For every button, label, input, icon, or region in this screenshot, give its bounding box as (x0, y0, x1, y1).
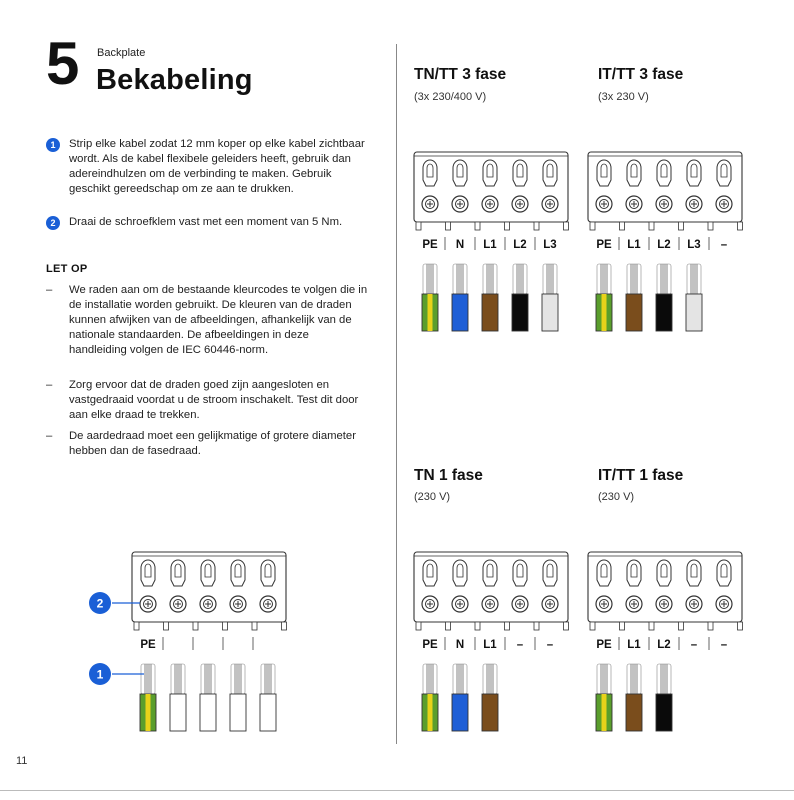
terminal-tab (416, 622, 421, 630)
terminal-label: – (516, 639, 524, 651)
terminal-label: PE (140, 639, 156, 651)
config-title: IT/TT 1 fase (598, 467, 684, 484)
terminal-label: L3 (543, 239, 557, 251)
earth-wire-stripe (428, 294, 433, 331)
wire-insulation (170, 694, 186, 731)
terminal-tab (446, 222, 451, 230)
wire-core-outline (423, 264, 437, 294)
clamp-inner-icon (205, 564, 211, 577)
terminal-tab (679, 622, 684, 630)
wire-core-outline (201, 664, 215, 694)
terminal-tab (679, 222, 684, 230)
terminal-tab (505, 222, 510, 230)
clamp-inner-icon (517, 164, 523, 177)
wire-core-outline (423, 664, 437, 694)
wire-insulation (626, 694, 642, 731)
page-bottom-rule (0, 790, 794, 791)
terminal-label: PE (422, 639, 438, 651)
terminal-tab (534, 222, 539, 230)
wire-core-outline (261, 664, 275, 694)
terminal-tab (708, 622, 713, 630)
terminal-tab (738, 622, 743, 630)
terminal-tab (649, 222, 654, 230)
terminal-tab (252, 622, 257, 630)
column-divider (396, 44, 397, 744)
terminal-tab (164, 622, 169, 630)
terminal-tab (282, 622, 287, 630)
terminal-label: L2 (513, 239, 527, 251)
terminal-label: – (720, 639, 728, 651)
config-subtitle: (3x 230 V) (598, 91, 649, 103)
clamp-inner-icon (427, 564, 433, 577)
wire-insulation (230, 694, 246, 731)
wire-core-outline (627, 664, 641, 694)
clamp-inner-icon (547, 564, 553, 577)
step-subtitle: Backplate (97, 47, 146, 59)
notice-item (46, 283, 376, 363)
notice-text: Zorg ervoor dat de draden goed zijn aangesloten en vastgedraaid voordat u de stroom inschakelt. Test dit door aan elke draad te trekken. (69, 379, 359, 421)
clamp-inner-icon (721, 164, 727, 177)
terminal-tab (534, 622, 539, 630)
terminal-tab (590, 222, 595, 230)
dash: – (46, 284, 53, 296)
wire-core-outline (543, 264, 557, 294)
earth-wire-stripe (146, 694, 151, 731)
wire-core-outline (513, 264, 527, 294)
terminal-tab (475, 222, 480, 230)
wire-core-outline (627, 264, 641, 294)
clamp-inner-icon (145, 564, 151, 577)
clamp-inner-icon (661, 164, 667, 177)
config-title: TN/TT 3 fase (414, 66, 507, 83)
clamp-inner-icon (661, 564, 667, 577)
clamp-inner-icon (691, 164, 697, 177)
wire-insulation (512, 294, 528, 331)
clamp-inner-icon (631, 564, 637, 577)
terminal-tab (446, 622, 451, 630)
terminal-label: – (546, 639, 554, 651)
wire-core-outline (171, 664, 185, 694)
notice-item (46, 429, 376, 459)
terminal-tab (738, 222, 743, 230)
notice-text: We raden aan om de bestaande kleurcodes te volgen die in de installatie worden gebruikt. De kleuren van de draden kunnen afwijken van de afbeeldingen, afhankelijk van de nationale standaarden. De afbeeldingen in deze handleiding volgen de IEC 60446-norm. (69, 284, 368, 356)
instruction-text: Strip elke kabel zodat 12 mm koper op elke kabel zichtbaar wordt. Als de kabel flexibele geleiders heeft, gebruik dan adereindhulzen om de verbinding te maken. Gebruik geschikt gereedschap om ze aan te drukken. (69, 138, 365, 195)
clamp-inner-icon (601, 564, 607, 577)
terminal-diagram-it-tt-1-phase (586, 546, 746, 738)
wire-core-outline (483, 264, 497, 294)
callout-1-label: 1 (96, 667, 104, 682)
wire-insulation (200, 694, 216, 731)
terminal-tab (505, 622, 510, 630)
wire-core-outline (231, 664, 245, 694)
wire-core-outline (483, 664, 497, 694)
wire-core-outline (597, 664, 611, 694)
terminal-label: N (455, 239, 465, 251)
wire-insulation (482, 694, 498, 731)
clamp-inner-icon (457, 164, 463, 177)
terminal-diagram-example (130, 546, 290, 738)
wire-insulation (260, 694, 276, 731)
terminal-label: L1 (483, 239, 497, 251)
callout-layer (88, 590, 150, 690)
clamp-inner-icon (457, 564, 463, 577)
terminal-diagram-it-tt-3-phase (586, 146, 746, 338)
wire-insulation (482, 294, 498, 331)
clamp-inner-icon (235, 564, 241, 577)
wire-core-outline (453, 264, 467, 294)
wire-insulation (542, 294, 558, 331)
terminal-label: PE (596, 639, 612, 651)
terminal-label: – (720, 239, 728, 251)
terminal-tab (564, 622, 569, 630)
terminal-label: L1 (483, 639, 497, 651)
terminal-label: N (455, 639, 465, 651)
notice-heading: LET OP (46, 263, 88, 275)
notice-item (46, 378, 376, 423)
clamp-inner-icon (721, 564, 727, 577)
clamp-inner-icon (517, 564, 523, 577)
earth-wire-stripe (428, 694, 433, 731)
clamp-inner-icon (691, 564, 697, 577)
terminal-tab (620, 622, 625, 630)
dash: – (46, 430, 53, 442)
terminal-label: L1 (627, 639, 641, 651)
instruction-2 (46, 215, 366, 245)
terminal-tab (564, 222, 569, 230)
earth-wire-stripe (602, 294, 607, 331)
config-subtitle: (3x 230/400 V) (414, 91, 487, 103)
terminal-label: L3 (687, 239, 701, 251)
earth-wire-stripe (602, 694, 607, 731)
terminal-tab (708, 222, 713, 230)
wire-insulation (656, 294, 672, 331)
terminal-tab (416, 222, 421, 230)
terminal-label: L1 (627, 239, 641, 251)
terminal-tab (620, 222, 625, 230)
clamp-inner-icon (487, 564, 493, 577)
clamp-inner-icon (427, 164, 433, 177)
step-marker-icon: 2 (46, 216, 60, 230)
config-title: TN 1 fase (414, 467, 483, 484)
wire-insulation (452, 294, 468, 331)
callout-2-label: 2 (96, 596, 104, 611)
wire-core-outline (597, 264, 611, 294)
step-marker-icon: 1 (46, 138, 60, 152)
dash: – (46, 379, 53, 391)
wire-core-outline (657, 264, 671, 294)
page-title: Bekabeling (96, 64, 253, 96)
terminal-diagram-tn-tt-3-phase (412, 146, 572, 338)
terminal-tab (223, 622, 228, 630)
clamp-inner-icon (487, 164, 493, 177)
instruction-text: Draai de schroefklem vast met een moment van 5 Nm. (69, 216, 343, 228)
wire-core-outline (453, 664, 467, 694)
terminal-label: – (690, 639, 698, 651)
clamp-inner-icon (631, 164, 637, 177)
terminal-label: L2 (657, 639, 671, 651)
step-number: 5 (46, 30, 80, 97)
terminal-tab (590, 622, 595, 630)
wire-core-outline (687, 264, 701, 294)
wire-insulation (686, 294, 702, 331)
notice-text: De aardedraad moet een gelijkmatige of grotere diameter hebben dan de fasedraad. (69, 430, 356, 457)
config-title: IT/TT 3 fase (598, 66, 684, 83)
terminal-label: PE (422, 239, 438, 251)
wire-insulation (452, 694, 468, 731)
clamp-inner-icon (601, 164, 607, 177)
terminal-label: L2 (657, 239, 671, 251)
terminal-tab (193, 622, 198, 630)
wire-core-outline (657, 664, 671, 694)
config-subtitle: (230 V) (414, 491, 451, 503)
wire-insulation (656, 694, 672, 731)
terminal-diagram-tn-1-phase (412, 546, 572, 738)
clamp-inner-icon (547, 164, 553, 177)
wire-insulation (626, 294, 642, 331)
page-number: 11 (16, 755, 28, 767)
terminal-label: PE (596, 239, 612, 251)
clamp-inner-icon (175, 564, 181, 577)
terminal-tab (649, 622, 654, 630)
config-subtitle: (230 V) (598, 491, 635, 503)
clamp-inner-icon (265, 564, 271, 577)
terminal-tab (475, 622, 480, 630)
instruction-1 (46, 137, 366, 207)
